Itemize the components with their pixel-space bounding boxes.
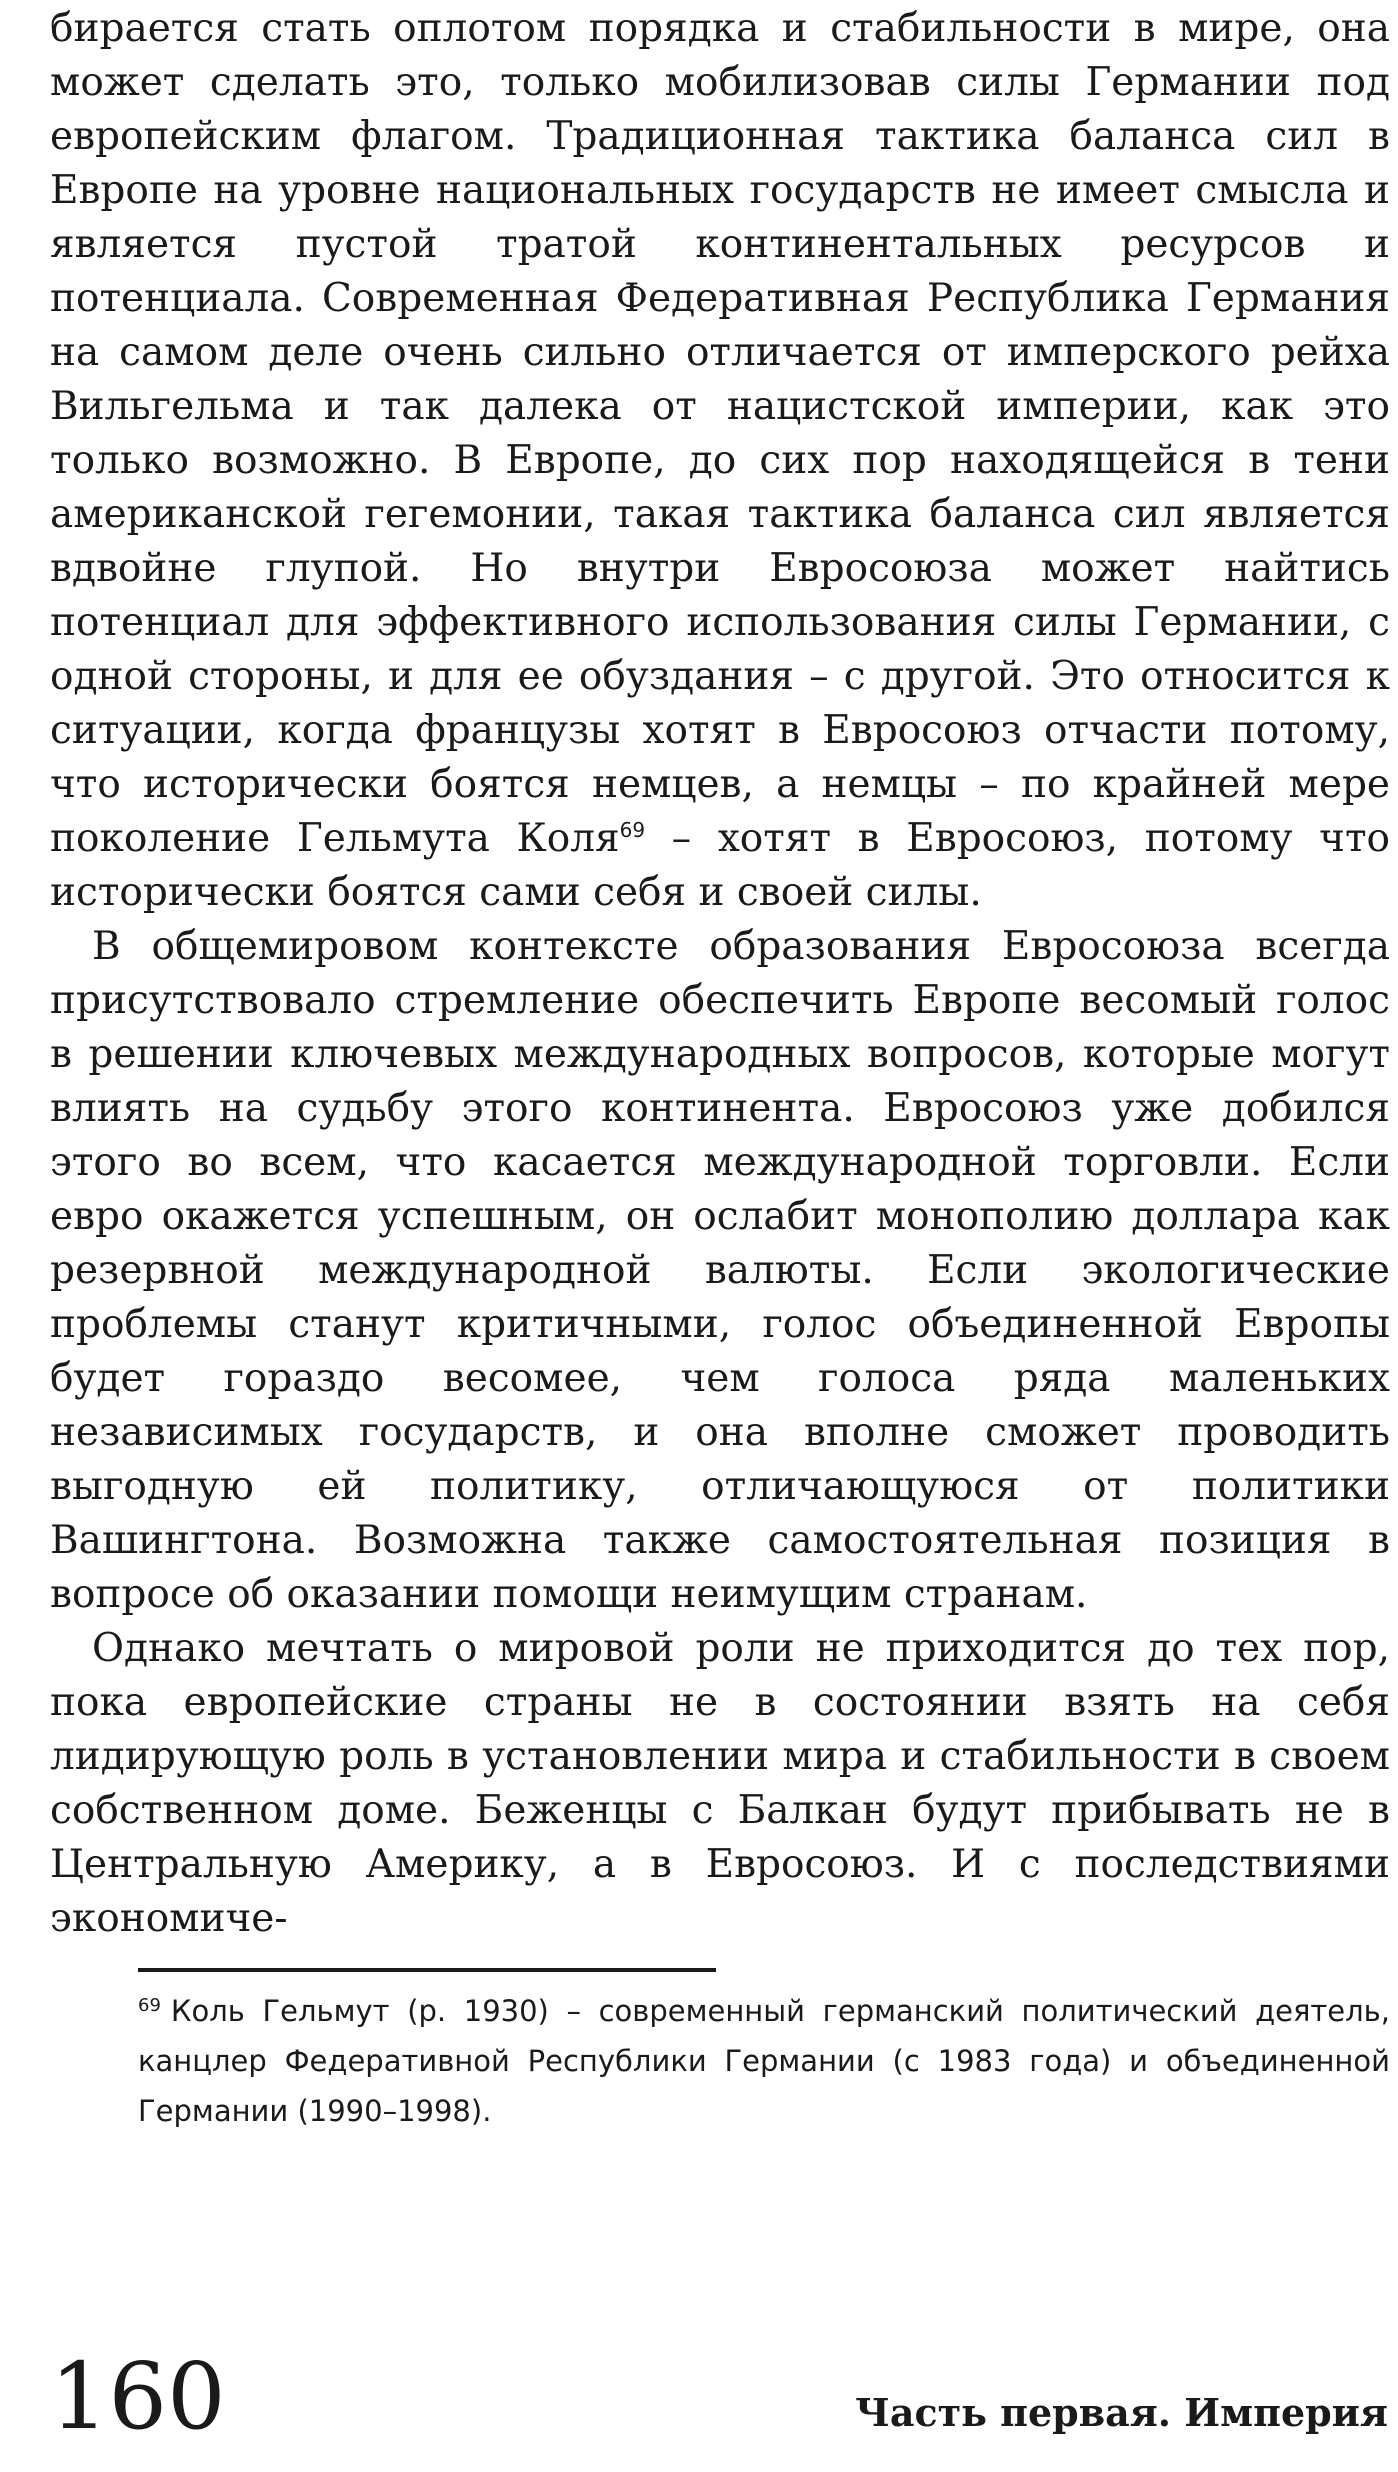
running-title: Часть первая. Империя — [855, 2390, 1388, 2435]
paragraph-1 — [50, 2, 1390, 920]
page-number: 160 — [50, 2343, 226, 2450]
main-text — [50, 2, 1390, 1946]
paragraph-2: В общемировом контексте образования Евросоюза всегда присутствовало стремление обеспечить Европе весомый голос в решении ключевых международных вопросов, которые могут влиять на судьбу этого континента. Евросоюз уже добился этого во всем, что касается международной торговли. Если евро окажется успешным, он ослабит монополию доллара как резервной международной валюты. Если экологические проблемы станут критичными, голос объединенной Европы будет гораздо весомее, чем голоса ряда маленьких независимых государств, и она вполне сможет проводить выгодную ей политику, отличающуюся от политики Вашингтона. Возможна также самостоятельная позиция в вопросе об оказании помощи неимущим странам. — [50, 924, 1390, 1617]
paragraph-3: Однако мечтать о мировой роли не приходится до тех пор, пока европейские страны не в состоянии взять на себя лидирующую роль в установлении мира и стабильности в своем собственном доме. Беженцы с Балкан будут прибывать не в Центральную Америку, а в Евросоюз. И с последствиями экономиче- — [50, 1626, 1390, 1941]
footnote-divider — [138, 1968, 716, 1972]
footnote-marker: 69 — [138, 1995, 161, 2016]
footnote — [138, 1986, 1390, 2136]
paragraph-1-continuation: – хотят в Евросоюз, потому что исторически боятся сами себя и своей силы. — [50, 816, 1390, 915]
paragraph-1-text: бирается стать оплотом порядка и стабильности в мире, она может сделать это, только мобилизовав силы Германии под европейским флагом. Традиционная тактика баланса сил в Европе на уровне национальных государств не имеет смысла и является пустой тратой континентальных ресурсов и потенциала. Современная Федеративная Республика Германия на самом деле очень сильно отличается от имперского рейха Вильгельма и так далека от нацистской империи, как это только возможно. В Европе, до сих пор находящейся в тени американской гегемонии, такая тактика баланса сил является вдвойне глупой. Но внутри Евросоюза может найтись потенциал для эффективного использования силы Германии, с одной стороны, и для ее обуздания – с другой. Это относится к ситуации, когда французы хотят в Евросоюз отчасти потому, что исторически боятся немцев, а немцы – по крайней мере поколение Гельмута Коля — [50, 6, 1390, 861]
footnote-reference[interactable]: 69 — [619, 818, 646, 842]
footnote-text: Коль Гельмут (р. 1930) – современный германский политический деятель, канцлер Федеративной Республики Германии (с 1983 года) и объединенной Германии (1990–1998). — [138, 1994, 1390, 2128]
